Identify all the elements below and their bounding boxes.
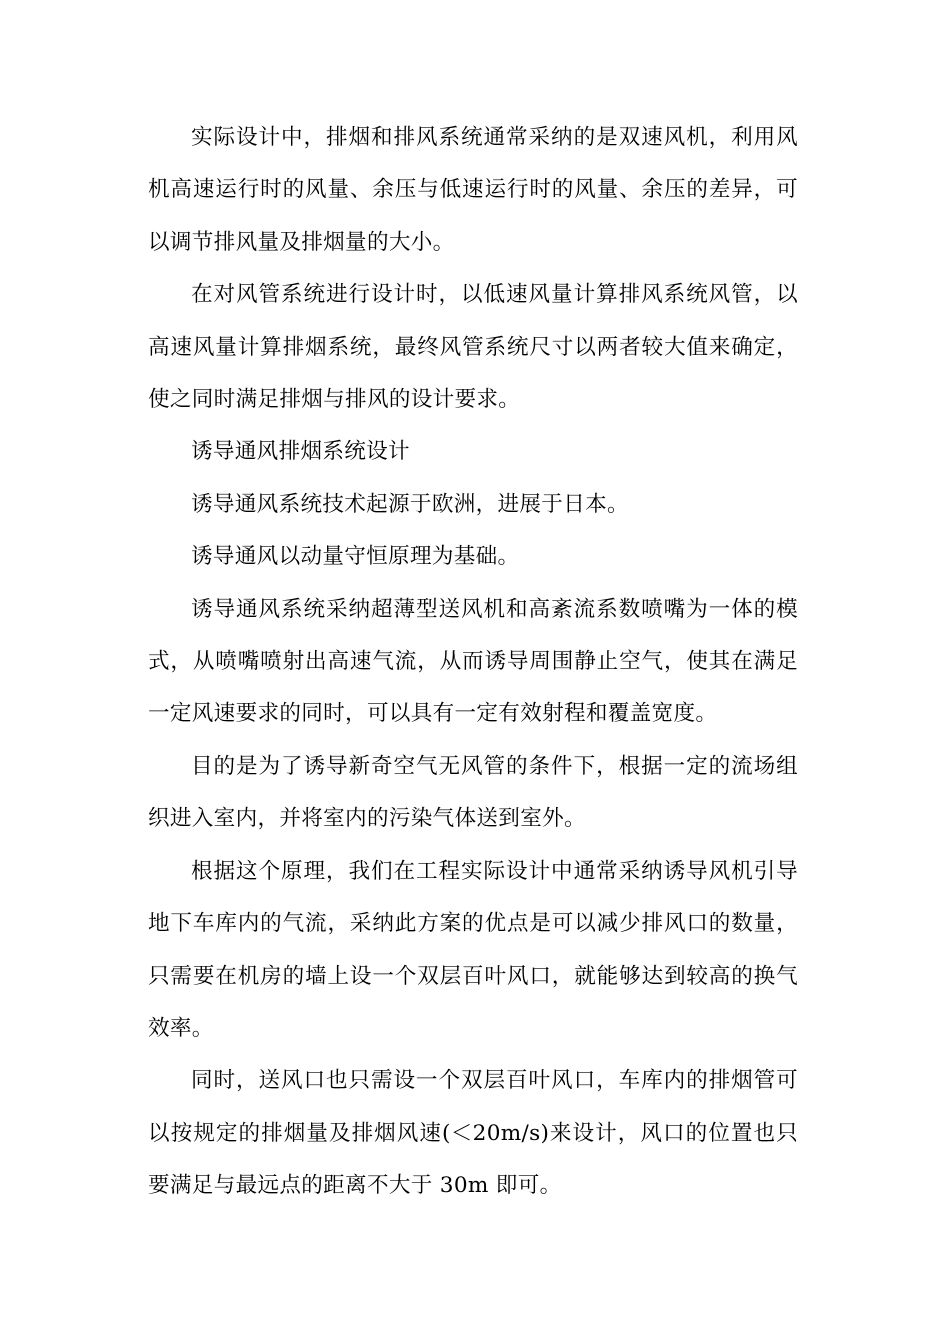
paragraph-purpose: 目的是为了诱导新奇空气无风管的条件下，根据一定的流场组织进入室内，并将室内的污染气体送到室外。: [148, 753, 798, 832]
paragraph-dual-speed-fan: 实际设计中，排烟和排风系统通常采纳的是双速风机，利用风机高速运行时的风量、余压与低速运行时的风量、余压的差异，可以调节排风量及排烟量的大小。: [148, 125, 798, 255]
paragraph-principle: 诱导通风以动量守恒原理为基础。: [191, 544, 520, 570]
paragraph-duct-design: 在对风管系统进行设计时，以低速风量计算排风系统风管，以高速风量计算排烟系统，最终风管系统尺寸以两者较大值来确定，使之同时满足排烟与排风的设计要求。: [148, 282, 798, 413]
section-heading-induced-ventilation: 诱导通风排烟系统设计: [191, 439, 410, 465]
paragraph-origin: 诱导通风系统技术起源于欧洲，进展于日本。: [191, 491, 629, 517]
paragraph-nozzle-mode: 诱导通风系统采纳超薄型送风机和高紊流系数喷嘴为一体的模式，从喷嘴喷射出高速气流，从而诱导周围静止空气，使其在满足一定风速要求的同时，可以具有一定有效射程和覆盖宽度。: [148, 596, 798, 727]
paragraph-application: 根据这个原理，我们在工程实际设计中通常采纳诱导风机引导地下车库内的气流，采纳此方案的优点是可以减少排风口的数量，只需要在机房的墙上设一个双层百叶风口，就能够达到较高的换气效率。: [148, 858, 798, 1041]
document-body: [148, 112, 798, 1213]
paragraph-supply-outlet: 同时，送风口也只需设一个双层百叶风口，车库内的排烟管可以按规定的排烟量及排烟风速(＜20m/s)来设计，风口的位置也只要满足与最远点的距离不大于 30m 即可。: [148, 1068, 798, 1199]
